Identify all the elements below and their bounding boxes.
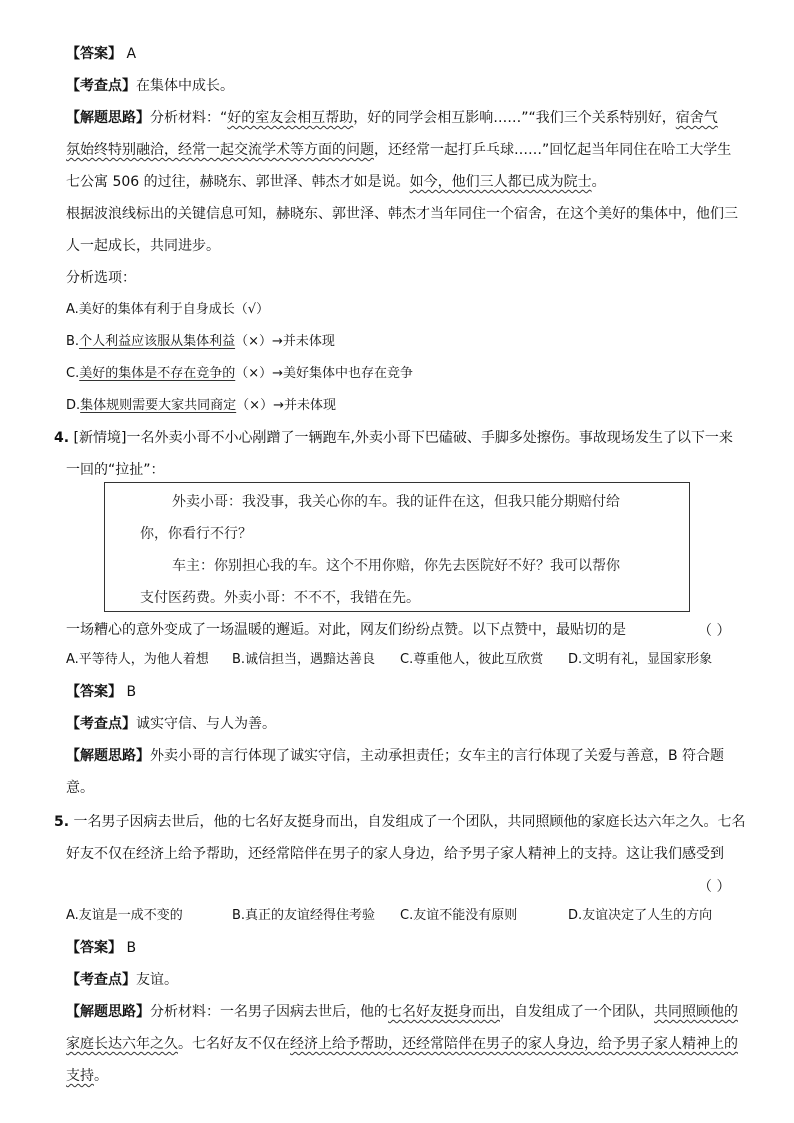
answer-value: B xyxy=(126,940,137,956)
key-info: 家庭长达六年之久 xyxy=(66,1036,178,1052)
q3-options-intro: 分析选项： xyxy=(66,270,136,286)
q3-option-b xyxy=(66,332,335,352)
option-verdict: （×）→并未体现 xyxy=(235,334,335,349)
key-info: 如今，他们三人都已成为院士 xyxy=(409,174,592,190)
answer-blank: （ ） xyxy=(698,879,731,895)
q4-stem-1 xyxy=(54,428,733,448)
q3-option-d xyxy=(66,396,336,416)
point-value: 在集体中成长。 xyxy=(136,78,234,94)
q4-option-b: B.诚信担当，遇黯达善良 xyxy=(232,652,376,667)
q4-analysis-line-1 xyxy=(66,746,724,766)
analysis-text: ，还经常一起打乒乓球……”回忆起当年同住在哈工大学生 xyxy=(374,142,732,158)
q5-point-line xyxy=(66,970,178,990)
option-underlined: 个人利益应该服从集体利益 xyxy=(79,334,236,349)
option-underlined: 美好的集体是不存在竞争的 xyxy=(79,366,236,381)
point-label: 【考查点】 xyxy=(66,78,136,94)
q4-stem-2: 一回的“拉扯”： xyxy=(66,462,165,478)
q3-option-c xyxy=(66,364,413,384)
q3-summary-2: 人一起成长，共同进步。 xyxy=(66,238,220,254)
question-stem: [新情境]一名外卖小哥不小心剐蹭了一辆跑车,外卖小哥下巴磕破、手脚多处擦伤。事故现场发生了以下一来 xyxy=(73,430,733,446)
q5-answer-line xyxy=(66,938,136,958)
q5-analysis-line-3 xyxy=(66,1066,108,1086)
analysis-text: 分析材料：“ xyxy=(150,110,228,126)
key-info: 经济上给予帮助，还经常陪伴在男子的家人身边，给予男子家人精神上的 xyxy=(290,1036,738,1052)
point-label: 【考查点】 xyxy=(66,972,136,988)
q3-point-line xyxy=(66,76,234,96)
key-info: 宿舍气 xyxy=(675,110,718,126)
analysis-label: 【解题思路】 xyxy=(66,110,150,126)
answer-blank: （ ） xyxy=(698,623,731,639)
q5-option-c: C.友谊不能没有原则 xyxy=(400,908,518,923)
q3-answer-line xyxy=(66,44,136,64)
analysis-text: 外卖小哥的言行体现了诚实守信，主动承担责任；女车主的言行体现了关爱与善意，B 符合题 xyxy=(150,748,725,764)
analysis-text: ，自发组成了一个团队， xyxy=(500,1004,654,1020)
analysis-text: 。 xyxy=(591,174,606,190)
answer-label: 【答案】 xyxy=(66,684,122,700)
q3-analysis-line-3 xyxy=(66,172,606,192)
q5-stem-2: 好友不仅在经济上给予帮助，还经常陪伴在男子的家人身边，给予男子家人精神上的支持。这让我们感受到 xyxy=(66,846,724,862)
analysis-text: 。 xyxy=(94,1068,108,1084)
option-verdict: （×）→美好集体中也存在竞争 xyxy=(235,366,414,381)
q5-analysis-line-1 xyxy=(66,1002,738,1022)
q5-option-a: A.友谊是一成不变的 xyxy=(66,908,183,923)
question-number: 5. xyxy=(54,814,70,830)
answer-label: 【答案】 xyxy=(66,46,122,62)
option-letter: C. xyxy=(66,366,80,381)
q3-analysis-line-2 xyxy=(66,140,731,160)
analysis-text: 七公寓 506 的过往，赫晓东、郭世泽、韩杰才如是说。 xyxy=(66,174,410,190)
option-letter: D. xyxy=(66,398,81,413)
analysis-text: 。七名好友不仅在 xyxy=(178,1036,290,1052)
q3-analysis-line-1 xyxy=(66,108,718,128)
q4-answer-line xyxy=(66,682,136,702)
answer-value: A xyxy=(126,46,137,62)
dialogue-line: 车主：你别担心我的车。这个不用你赔，你先去医院好不好？我可以帮你 xyxy=(172,558,620,574)
q4-option-d: D.文明有礼，显国家形象 xyxy=(568,652,713,667)
q4-point-line xyxy=(66,714,276,734)
key-info: 七名好友挺身而出 xyxy=(388,1004,500,1020)
q3-summary-1: 根据波浪线标出的关键信息可知，赫晓东、郭世泽、韩杰才当年同住一个宿舍，在这个美好的集体中，他们三 xyxy=(66,206,738,222)
answer-label: 【答案】 xyxy=(66,940,122,956)
option-underlined: 集体规则需要大家共同商定 xyxy=(80,398,237,413)
analysis-label: 【解题思路】 xyxy=(66,748,150,764)
q3-option-a: A.美好的集体有利于自身成长（√） xyxy=(66,302,270,317)
q4-option-a: A.平等待人，为他人着想 xyxy=(66,652,209,667)
question-number: 4. xyxy=(54,430,70,446)
option-letter: B. xyxy=(66,334,80,349)
answer-value: B xyxy=(126,684,137,700)
analysis-text: ，好的同学会相互影响……”“我们三个关系特别好， xyxy=(353,110,676,126)
question-stem: 一名男子因病去世后，他的七名好友挺身而出，自发组成了一个团队，共同照顾他的家庭长达六年之久。七名 xyxy=(73,814,746,830)
dialogue-line: 支付医药费。外卖小哥：不不不，我错在先。 xyxy=(140,590,420,606)
point-value: 诚实守信、与人为善。 xyxy=(136,716,276,732)
q5-option-d: D.友谊决定了人生的方向 xyxy=(568,908,713,923)
key-info: 支持 xyxy=(66,1068,94,1084)
dialogue-line: 外卖小哥：我没事，我关心你的车。我的证件在这，但我只能分期赔付给 xyxy=(172,494,620,510)
analysis-label: 【解题思路】 xyxy=(66,1004,150,1020)
q5-stem-1 xyxy=(54,812,746,832)
analysis-text: 分析材料：一名男子因病去世后，他的 xyxy=(150,1004,388,1020)
q4-question: 一场糟心的意外变成了一场温暖的邂逅。对此，网友们纷纷点赞。以下点赞中，最贴切的是 xyxy=(66,622,626,638)
option-verdict: （×）→并未体现 xyxy=(236,398,336,413)
point-label: 【考查点】 xyxy=(66,716,136,732)
q5-option-b: B.真正的友谊经得住考验 xyxy=(232,908,376,923)
key-info: 共同照顾他的 xyxy=(654,1004,738,1020)
q4-option-c: C.尊重他人，彼此互欣赏 xyxy=(400,652,544,667)
dialogue-line: 你，你看行不行？ xyxy=(140,526,252,542)
q5-analysis-line-2 xyxy=(66,1034,738,1054)
point-value: 友谊。 xyxy=(136,972,178,988)
q4-analysis-line-2: 意。 xyxy=(66,780,94,796)
key-info: 好的室友会相互帮助 xyxy=(227,110,354,126)
key-info: 氛始终特别融洽，经常一起交流学术等方面的问题 xyxy=(66,142,374,158)
